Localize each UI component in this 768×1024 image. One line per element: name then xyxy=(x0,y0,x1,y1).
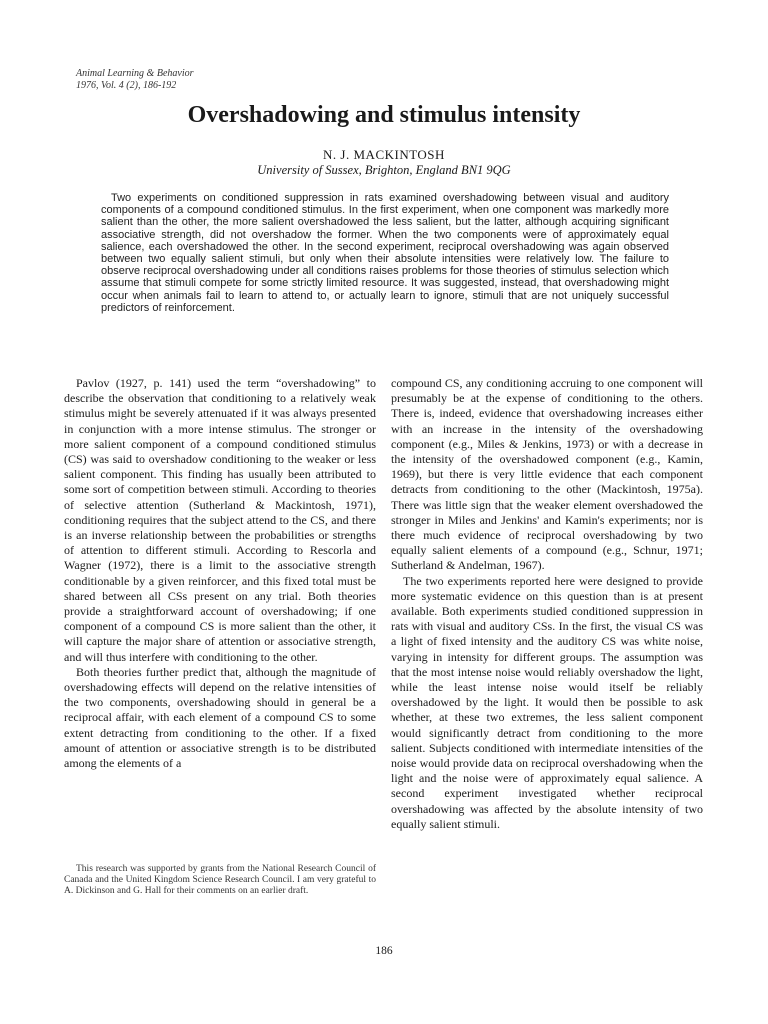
paragraph: Pavlov (1927, p. 141) used the term “overshadowing” to describe the observation that conditioning to a relatively weak stimulus might be severely attenuated if it was always presented in conjunction with a more intense stimulus. The stronger or more salient component of a compound conditioned stimulus (CS) was said to overshadow conditioning to the weaker or less salient component. This finding has usually been attributed to some sort of competition between stimuli. According to theories of selective attention (Sutherland & Mackintosh, 1971), conditioning requires that the subject attend to the CS, and there is an inverse relationship between the probabilities or strengths of attention to different stimuli. According to Rescorla and Wagner (1972), there is a limit to the associative strength conditionable by a given reinforcer, and this fixed total must be shared between all CSs present on any trial. Both theories provide a straightforward account of overshadowing; if one component of a compound CS is more salient than the other, it will capture the major share of attention or associative strength, and will thus interfere with conditioning to the other. xyxy=(64,376,376,664)
page-number: 186 xyxy=(375,945,393,957)
abstract: Two experiments on conditioned suppression in rats examined overshadowing between visual and auditory components of a compound conditioned stimulus. In the first experiment, when one component was markedly more salient than the other, the more salient overshadowed the less salient, but the latter, although acquiring significant associative strength, did not overshadow the former. When the two components were of approximately equal salience, each overshadowed the other. In the second experiment, reciprocal overshadowing was again observed between two equally salient stimuli, but only when their absolute intensities were relatively low. The failure to observe reciprocal overshadowing under all conditions raises problems for those theories of stimulus selection which assume that stimuli compete for some strictly limited resource. It was suggested, instead, that overshadowing might occur when animals fail to learn to attend to, or actually learn to ignore, stimuli that are not uniquely successful predictors of reinforcement. xyxy=(101,192,669,314)
author-name: N. J. MACKINTOSH xyxy=(323,147,445,162)
paper-title: Overshadowing and stimulus intensity xyxy=(187,102,581,128)
journal-name: Animal Learning & Behavior xyxy=(76,68,194,79)
body-column-right xyxy=(391,376,703,832)
paragraph: compound CS, any conditioning accruing to one component will presumably be at the expense of conditioning to the others. There is, indeed, evidence that overshadowing increases either with an increase in the intensity of the overshadowing component (e.g., Miles & Jenkins, 1973) or with a decrease in the intensity of the overshadowed component (e.g., Kamin, 1969), but there is very little evidence that each component detracts from conditioning to the other (Mackintosh, 1975a). There was little sign that the weaker element overshadowed the stronger in Miles and Jenkins' and Kamin's experiments; nor is there much evidence of reciprocal overshadowing by two equally salient elements of a compound (e.g., Schnur, 1971; Sutherland & Andelman, 1967). xyxy=(391,376,703,573)
paragraph: The two experiments reported here were designed to provide more systematic evidence on this question than is at present available. Both experiments studied conditioned suppression in rats with visual and auditory CSs. In the first, the visual CS was a light of fixed intensity and the auditory CS was white noise, varying in intensity for different groups. The assumption was that the most intense noise would reliably overshadow the light, while the least intense noise would itself be reliably overshadowed by the light. It would then be possible to ask whether, at these two extremes, the less salient component would significantly detract from conditioning to the more salient. Subjects conditioned with intermediate intensities of the noise would provide data on reciprocal overshadowing when the light and the noise were of approximately equal salience. A second experiment investigated whether reciprocal overshadowing was affected by the absolute intensity of two equally salient stimuli. xyxy=(391,573,703,831)
journal-volume: 1976, Vol. 4 (2), 186-192 xyxy=(76,80,177,91)
journal-citation xyxy=(76,68,194,92)
paragraph: Both theories further predict that, although the magnitude of overshadowing effects will depend on the relative intensities of the two components, overshadowing should in general be a reciprocal affair, with each element of a compound CS to some extent detracting from conditioning to the other. If a fixed amount of attention or associative strength is to be distributed among the elements of a xyxy=(64,664,376,771)
acknowledgment-footnote: This research was supported by grants from the National Research Council of Canada and the United Kingdom Science Research Council. I am very grateful to A. Dickinson and G. Hall for their comments on an earlier draft. xyxy=(64,864,376,896)
author-affiliation: University of Sussex, Brighton, England BN1 9QG xyxy=(257,163,511,177)
body-column-left xyxy=(64,376,376,771)
